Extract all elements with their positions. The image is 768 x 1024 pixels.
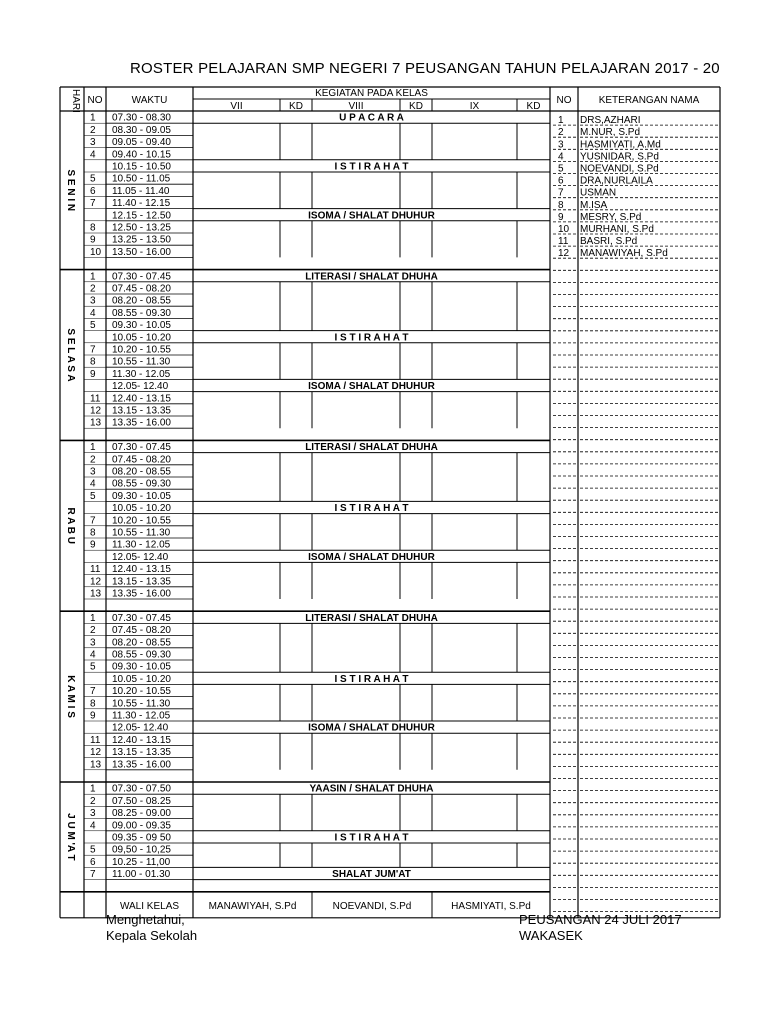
- row-number: 3: [90, 466, 96, 478]
- row-time: 08.55 - 09.30: [112, 307, 171, 319]
- row-time: 07.30 - 08.30: [112, 112, 171, 124]
- header-kd: KD: [289, 101, 303, 112]
- header-kd: KD: [409, 101, 423, 112]
- row-time: 08.20 - 08.55: [112, 295, 171, 307]
- row-number: 5: [90, 661, 96, 673]
- row-number: 12: [90, 747, 102, 759]
- activity-band: U P A C A R A: [339, 112, 404, 124]
- row-time: 08.20 - 08.55: [112, 637, 171, 649]
- teacher-name: DRA,NURLAILA: [580, 175, 653, 187]
- row-time: 07.30 - 07.45: [112, 612, 171, 624]
- teacher-name: YUSNIDAR, S.Pd: [580, 151, 659, 163]
- header-hari: HARI: [70, 89, 81, 113]
- header-class-vii: VII: [230, 101, 243, 112]
- teacher-number: 1: [558, 115, 564, 127]
- teacher-name: M.NUR, S.Pd: [580, 127, 641, 139]
- teacher-name: MESRY, S.Pd: [580, 211, 642, 223]
- row-time: 08.30 - 09.05: [112, 124, 171, 136]
- row-time: 11.00 - 01.30: [112, 869, 171, 881]
- row-time: 07.30 - 07.50: [112, 783, 171, 795]
- row-time: 07.45 - 08.20: [112, 283, 171, 295]
- header-kd: KD: [526, 101, 541, 112]
- document-title: ROSTER PELAJARAN SMP NEGERI 7 PEUSANGAN TAHUN PELAJARAN 2017 - 20: [130, 60, 720, 77]
- row-time: 11.05 - 11.40: [112, 185, 170, 197]
- row-time: 13.35 - 16.00: [112, 417, 171, 429]
- row-number: 7: [90, 515, 96, 527]
- row-time: 10.20 - 10.55: [112, 344, 171, 356]
- row-number: 4: [90, 820, 96, 832]
- row-time: 12.05- 12.40: [112, 551, 169, 563]
- row-time: 13.35 - 16.00: [112, 759, 171, 771]
- row-time: 12.05- 12.40: [112, 722, 169, 734]
- row-time: 07.30 - 07.45: [112, 271, 171, 283]
- teacher-number: 7: [558, 187, 564, 199]
- row-number: 12: [90, 405, 102, 417]
- header-keterangan: KETERANGAN NAMA: [598, 95, 700, 106]
- teacher-number: 2: [558, 127, 564, 139]
- row-time: 07.30 - 07.45: [112, 442, 171, 454]
- teacher-name: MANAWIYAH, S.Pd: [580, 248, 668, 260]
- row-time: 09.30 - 10.05: [112, 661, 171, 673]
- row-number: 2: [90, 795, 96, 807]
- row-number: 6: [90, 856, 96, 868]
- activity-band: LITERASI / SHALAT DHUHA: [305, 271, 438, 283]
- row-time: 10.20 - 10.55: [112, 686, 171, 698]
- row-number: 5: [90, 844, 96, 856]
- row-number: 1: [90, 612, 96, 624]
- row-number: 11: [90, 734, 101, 746]
- row-number: 11: [90, 564, 101, 576]
- row-time: 08.20 - 08.55: [112, 466, 171, 478]
- teacher-name: HASMIYATI, A.Md: [580, 139, 661, 151]
- row-time: 10.20 - 10.55: [112, 515, 171, 527]
- teacher-number: 9: [558, 211, 564, 223]
- row-number: 3: [90, 808, 96, 820]
- row-number: 8: [90, 356, 96, 368]
- row-time: 11.30 - 12.05: [112, 710, 171, 722]
- row-time: 12.50 - 13.25: [112, 222, 171, 234]
- row-number: 8: [90, 527, 96, 539]
- row-time: 11.30 - 12.05: [112, 368, 171, 380]
- header-class-viii: VIII: [348, 101, 364, 112]
- day-name: R A B U: [65, 507, 76, 545]
- row-number: 7: [90, 686, 96, 698]
- headmaster-label: Kepala Sekolah: [106, 928, 198, 943]
- row-time: 10.55 - 11.30: [112, 698, 171, 710]
- day-name: S E N I N: [65, 169, 76, 212]
- acknowledge-text: Menghetahui,: [106, 912, 185, 927]
- row-number: 5: [90, 173, 96, 185]
- teacher-number: 5: [558, 163, 564, 175]
- wali-kelas-label: WALI KELAS: [119, 900, 180, 912]
- teacher-number: 11: [558, 236, 569, 248]
- header-no: NO: [87, 95, 103, 106]
- row-time: 09.30 - 10.05: [112, 320, 171, 332]
- row-time: 10.05 - 10.20: [112, 332, 171, 344]
- row-time: 09.40 - 10.15: [112, 149, 171, 161]
- row-number: 9: [90, 234, 96, 246]
- wali-name: NOEVANDI, S.Pd: [332, 900, 412, 912]
- row-number: 2: [90, 454, 96, 466]
- activity-band: I S T I R A H A T: [334, 332, 409, 344]
- row-number: 5: [90, 490, 96, 502]
- row-time: 12.40 - 13.15: [112, 564, 171, 576]
- row-time: 13.25 - 13.50: [112, 234, 171, 246]
- row-number: 12: [90, 576, 102, 588]
- header-no-teacher: NO: [556, 95, 572, 106]
- row-time: 13.15 - 13.35: [112, 747, 171, 759]
- row-number: 10: [90, 246, 102, 258]
- row-time: 13.15 - 13.35: [112, 405, 171, 417]
- row-number: 4: [90, 649, 96, 661]
- row-time: 08.55 - 09.30: [112, 478, 171, 490]
- row-time: 08.25 - 09.00: [112, 808, 171, 820]
- row-number: 13: [90, 759, 102, 771]
- row-time: 13.15 - 13.35: [112, 576, 171, 588]
- row-time: 07.45 - 08.20: [112, 625, 171, 637]
- activity-band: ISOMA / SHALAT DHUHUR: [308, 722, 435, 734]
- teacher-number: 6: [558, 175, 564, 187]
- row-time: 09.35 - 09 50: [112, 832, 171, 844]
- row-number: 13: [90, 588, 102, 600]
- teacher-name: NOEVANDI, S.Pd: [580, 163, 659, 175]
- row-time: 10.15 - 10.50: [112, 161, 171, 173]
- teacher-number: 4: [558, 151, 564, 163]
- header-kegiatan: KEGIATAN PADA KELAS: [315, 88, 428, 99]
- day-name: K A M I S: [65, 675, 76, 718]
- row-time: 10.55 - 11.30: [112, 356, 171, 368]
- row-number: 3: [90, 637, 96, 649]
- teacher-name: USMAN: [580, 187, 617, 199]
- activity-band: I S T I R A H A T: [334, 673, 409, 685]
- row-time: 12.40 - 13.15: [112, 734, 171, 746]
- row-number: 3: [90, 295, 96, 307]
- row-time: 10.55 - 11.30: [112, 527, 171, 539]
- row-time: 11.40 - 12.15: [112, 198, 171, 210]
- row-number: 2: [90, 283, 96, 295]
- teacher-name: DRS,AZHARI: [580, 115, 641, 127]
- teacher-name: MURHANI, S.Pd: [580, 224, 654, 235]
- wali-name: HASMIYATI, S.Pd: [451, 900, 531, 912]
- activity-band: I S T I R A H A T: [334, 503, 409, 515]
- row-number: 7: [90, 344, 96, 356]
- activity-band: SHALAT JUM'AT: [332, 869, 411, 881]
- day-name: J U M 'A T: [65, 813, 76, 861]
- row-time: 13.50 - 16.00: [112, 246, 171, 258]
- row-number: 9: [90, 710, 96, 722]
- row-number: 2: [90, 625, 96, 637]
- activity-band: I S T I R A H A T: [334, 161, 409, 173]
- row-number: 1: [90, 271, 96, 283]
- row-number: 8: [90, 698, 96, 710]
- teacher-name: BASRI, S.Pd: [580, 236, 638, 248]
- row-time: 09.05 - 09.40: [112, 137, 171, 149]
- row-time: 12.05- 12.40: [112, 381, 169, 393]
- row-number: 9: [90, 368, 96, 380]
- row-number: 7: [90, 869, 96, 881]
- row-time: 08.55 - 09.30: [112, 649, 171, 661]
- place-date-text: PEUSANGAN 24 JULI 2017: [519, 912, 682, 927]
- activity-band: ISOMA / SHALAT DHUHUR: [308, 381, 435, 393]
- row-number: 5: [90, 320, 96, 332]
- vice-principal-label: WAKASEK: [519, 928, 583, 943]
- footer-right: [519, 912, 682, 944]
- row-time: 10.05 - 10.20: [112, 673, 171, 685]
- row-number: 11: [90, 393, 101, 405]
- activity-band: LITERASI / SHALAT DHUHA: [305, 442, 438, 454]
- header-waktu: WAKTU: [131, 95, 168, 106]
- row-time: 10.50 - 11.05: [112, 173, 171, 185]
- row-time: 13.35 - 16.00: [112, 588, 171, 600]
- row-number: 1: [90, 783, 96, 795]
- activity-band: ISOMA / SHALAT DHUHUR: [308, 210, 435, 222]
- row-time: 07.50 - 08.25: [112, 795, 171, 807]
- row-number: 1: [90, 112, 96, 124]
- row-time: 10.25 - 11,00: [112, 856, 171, 868]
- teacher-number: 12: [558, 248, 570, 260]
- row-number: 4: [90, 478, 96, 490]
- day-name: S E L A S A: [65, 328, 76, 382]
- row-number: 8: [90, 222, 96, 234]
- activity-band: ISOMA / SHALAT DHUHUR: [308, 551, 435, 563]
- activity-band: I S T I R A H A T: [334, 832, 409, 844]
- wali-name: MANAWIYAH, S.Pd: [208, 900, 297, 912]
- row-number: 7: [90, 198, 96, 210]
- row-time: 09.30 - 10.05: [112, 490, 171, 502]
- row-time: 11.30 - 12.05: [112, 539, 171, 551]
- row-time: 12.15 - 12.50: [112, 210, 171, 222]
- row-number: 13: [90, 417, 102, 429]
- row-number: 4: [90, 149, 96, 161]
- footer-left: [106, 912, 197, 944]
- row-time: 09.00 - 09.35: [112, 820, 171, 832]
- teacher-name: M.ISA: [580, 199, 608, 211]
- teacher-number: 8: [558, 199, 564, 211]
- row-number: 4: [90, 307, 96, 319]
- teacher-number: 3: [558, 139, 564, 151]
- row-time: 12.40 - 13.15: [112, 393, 171, 405]
- row-number: 9: [90, 539, 96, 551]
- row-number: 2: [90, 124, 96, 136]
- row-number: 1: [90, 442, 96, 454]
- activity-band: YAASIN / SHALAT DHUHA: [309, 783, 434, 795]
- row-time: 07.45 - 08.20: [112, 454, 171, 466]
- header-class-ix: IX: [469, 101, 480, 112]
- row-number: 3: [90, 137, 96, 149]
- activity-band: LITERASI / SHALAT DHUHA: [305, 612, 438, 624]
- row-time: 09,50 - 10,25: [112, 844, 171, 856]
- teacher-number: 10: [558, 224, 570, 235]
- row-number: 6: [90, 185, 96, 197]
- row-time: 10.05 - 10.20: [112, 503, 171, 515]
